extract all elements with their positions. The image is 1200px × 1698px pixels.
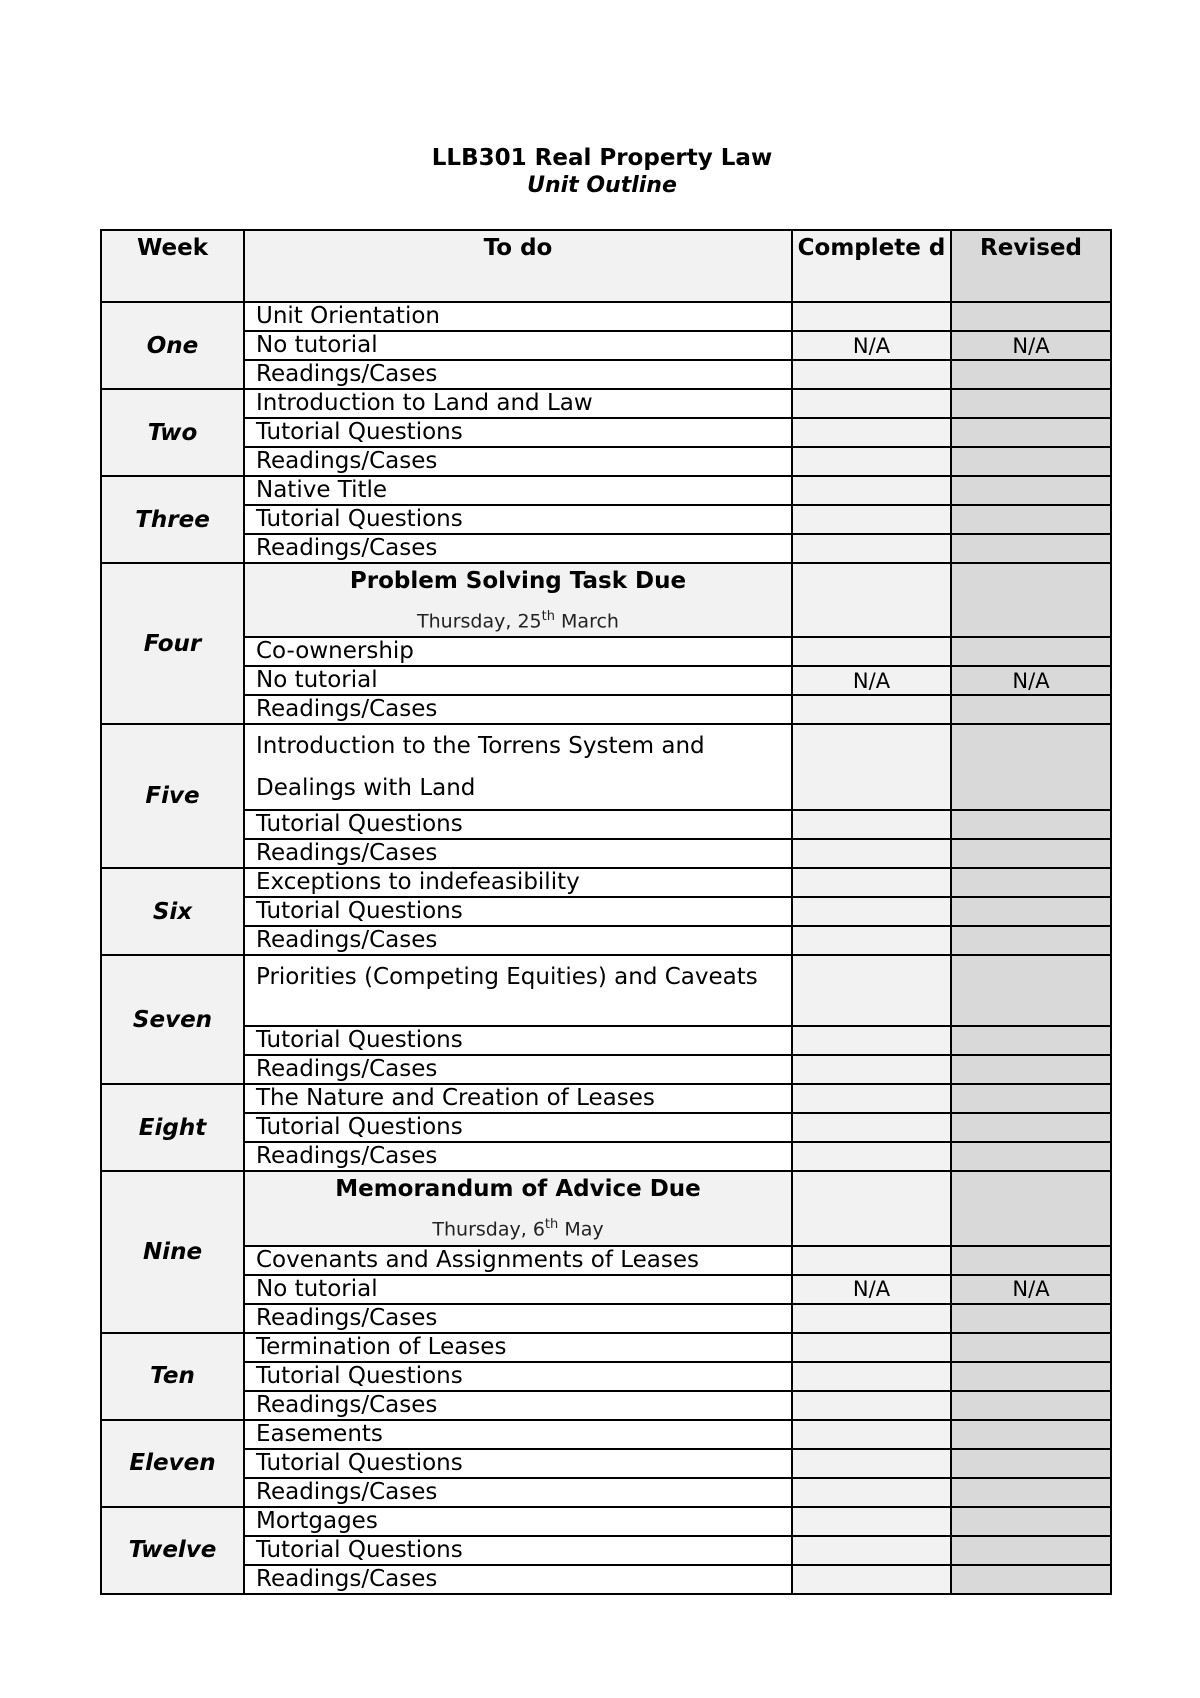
table-row [101, 926, 1111, 955]
task-cell: Tutorial Questions [244, 1449, 792, 1478]
revised-cell [951, 302, 1111, 331]
revised-column-header: Revised [951, 230, 1111, 302]
task-cell: Readings/Cases [244, 447, 792, 476]
revised-cell [951, 476, 1111, 505]
completed-cell [792, 1055, 951, 1084]
revised-cell [951, 1055, 1111, 1084]
due-date-month: March [561, 610, 619, 633]
table-row [101, 724, 1111, 810]
table-row [101, 1304, 1111, 1333]
task-cell: Readings/Cases [244, 695, 792, 724]
revised-cell [951, 1333, 1111, 1362]
revised-cell: N/A [951, 666, 1111, 695]
week-label: Four [101, 563, 244, 724]
revised-cell [951, 724, 1111, 810]
task-cell: Readings/Cases [244, 839, 792, 868]
revised-cell [951, 637, 1111, 666]
week-label: One [101, 302, 244, 389]
completed-cell [792, 1449, 951, 1478]
revised-cell [951, 447, 1111, 476]
table-row [101, 637, 1111, 666]
week-label: Three [101, 476, 244, 563]
week-label: Five [101, 724, 244, 868]
revised-cell [951, 926, 1111, 955]
revised-cell [951, 1084, 1111, 1113]
revised-cell [951, 1026, 1111, 1055]
revised-cell [951, 1420, 1111, 1449]
assessment-due-cell [244, 563, 792, 637]
completed-cell: N/A [792, 1275, 951, 1304]
table-row [101, 505, 1111, 534]
revised-cell [951, 389, 1111, 418]
table-row [101, 1026, 1111, 1055]
week-label: Ten [101, 1333, 244, 1420]
table-row [101, 360, 1111, 389]
week-label: Two [101, 389, 244, 476]
table-row [101, 1084, 1111, 1113]
task-cell: Priorities (Competing Equities) and Caveats [244, 955, 792, 1026]
revised-cell [951, 1171, 1111, 1245]
completed-cell [792, 1026, 951, 1055]
revised-cell [951, 868, 1111, 897]
table-row [101, 810, 1111, 839]
table-row [101, 563, 1111, 637]
task-cell: Tutorial Questions [244, 418, 792, 447]
completed-cell [792, 839, 951, 868]
revised-cell [951, 1362, 1111, 1391]
task-cell: Readings/Cases [244, 926, 792, 955]
completed-column-header: Complete d [792, 230, 951, 302]
table-row [101, 1507, 1111, 1536]
task-cell: Readings/Cases [244, 1478, 792, 1507]
revised-cell [951, 1142, 1111, 1171]
task-cell: Easements [244, 1420, 792, 1449]
document-title: LLB301 Real Property Law [431, 145, 773, 171]
revised-cell [951, 695, 1111, 724]
task-cell: No tutorial [244, 1275, 792, 1304]
task-cell: Tutorial Questions [244, 1362, 792, 1391]
revised-cell [951, 505, 1111, 534]
revised-cell [951, 1478, 1111, 1507]
completed-cell: N/A [792, 331, 951, 360]
week-label: Eight [101, 1084, 244, 1171]
week-label: Eleven [101, 1420, 244, 1507]
todo-column-header: To do [244, 230, 792, 302]
revised-cell [951, 839, 1111, 868]
due-date-day: Thursday, 25 [417, 610, 542, 633]
document-header [0, 144, 1200, 200]
completed-cell [792, 1142, 951, 1171]
task-cell: Tutorial Questions [244, 1113, 792, 1142]
revised-cell: N/A [951, 1275, 1111, 1304]
task-cell: Native Title [244, 476, 792, 505]
revised-cell: N/A [951, 331, 1111, 360]
completed-cell [792, 1246, 951, 1275]
task-cell: Tutorial Questions [244, 810, 792, 839]
task-cell: Readings/Cases [244, 1304, 792, 1333]
completed-cell [792, 447, 951, 476]
task-cell: Readings/Cases [244, 1565, 792, 1594]
revised-cell [951, 955, 1111, 1026]
revised-cell [951, 1113, 1111, 1142]
revised-cell [951, 1449, 1111, 1478]
assessment-due-date [245, 602, 791, 636]
table-row [101, 1246, 1111, 1275]
revised-cell [951, 360, 1111, 389]
revised-cell [951, 563, 1111, 637]
completed-cell [792, 360, 951, 389]
due-date-day: Thursday, 6 [432, 1218, 545, 1241]
revised-cell [951, 1246, 1111, 1275]
completed-cell [792, 1362, 951, 1391]
table-row [101, 1565, 1111, 1594]
table-row [101, 1055, 1111, 1084]
task-cell: Readings/Cases [244, 1391, 792, 1420]
task-cell: The Nature and Creation of Leases [244, 1084, 792, 1113]
week-label: Twelve [101, 1507, 244, 1594]
table-row [101, 1478, 1111, 1507]
document-subtitle: Unit Outline [527, 173, 677, 198]
completed-cell [792, 695, 951, 724]
task-cell: Tutorial Questions [244, 897, 792, 926]
due-date-ordinal: th [541, 609, 555, 624]
revised-cell [951, 810, 1111, 839]
table-row [101, 1113, 1111, 1142]
task-cell: Tutorial Questions [244, 1536, 792, 1565]
assessment-due-title: Memorandum of Advice Due [335, 1176, 701, 1203]
completed-cell [792, 302, 951, 331]
completed-cell [792, 724, 951, 810]
revised-cell [951, 1565, 1111, 1594]
revised-cell [951, 1536, 1111, 1565]
completed-cell [792, 1084, 951, 1113]
task-cell: Co-ownership [244, 637, 792, 666]
unit-outline-table [100, 229, 1112, 1595]
assessment-due-cell [244, 1171, 792, 1245]
revised-cell [951, 534, 1111, 563]
table-row [101, 897, 1111, 926]
due-date-month: May [564, 1218, 604, 1241]
task-cell: Introduction to the Torrens System and Dealings with Land [244, 724, 792, 810]
task-cell: Readings/Cases [244, 534, 792, 563]
completed-cell [792, 1478, 951, 1507]
task-cell: Readings/Cases [244, 360, 792, 389]
task-cell: Tutorial Questions [244, 505, 792, 534]
completed-cell [792, 534, 951, 563]
completed-cell [792, 389, 951, 418]
table-row [101, 955, 1111, 1026]
completed-cell [792, 1333, 951, 1362]
table-row [101, 389, 1111, 418]
revised-cell [951, 1391, 1111, 1420]
table-row [101, 302, 1111, 331]
completed-cell: N/A [792, 666, 951, 695]
completed-cell [792, 637, 951, 666]
table-body [101, 302, 1111, 1594]
table-row [101, 331, 1111, 360]
table-row [101, 666, 1111, 695]
table-row [101, 1142, 1111, 1171]
table-row [101, 1275, 1111, 1304]
table-row [101, 695, 1111, 724]
table-row [101, 1333, 1111, 1362]
task-cell: Tutorial Questions [244, 1026, 792, 1055]
completed-cell [792, 1113, 951, 1142]
table-row [101, 1420, 1111, 1449]
unit-outline-table-wrapper [100, 229, 1110, 1592]
completed-cell [792, 926, 951, 955]
completed-cell [792, 1171, 951, 1245]
table-row [101, 868, 1111, 897]
table-row [101, 1391, 1111, 1420]
completed-cell [792, 1391, 951, 1420]
completed-cell [792, 1507, 951, 1536]
completed-cell [792, 476, 951, 505]
assessment-due-title: Problem Solving Task Due [349, 568, 687, 594]
revised-cell [951, 418, 1111, 447]
completed-cell [792, 897, 951, 926]
completed-cell [792, 1304, 951, 1333]
table-header-row [101, 230, 1111, 302]
table-row [101, 534, 1111, 563]
completed-cell [792, 955, 951, 1026]
assessment-due-date [245, 1210, 791, 1244]
completed-cell [792, 505, 951, 534]
task-cell: Readings/Cases [244, 1142, 792, 1171]
table-row [101, 418, 1111, 447]
completed-cell [792, 563, 951, 637]
table-row [101, 476, 1111, 505]
completed-cell [792, 418, 951, 447]
table-row [101, 839, 1111, 868]
week-label: Nine [101, 1171, 244, 1332]
revised-cell [951, 1507, 1111, 1536]
task-cell: Covenants and Assignments of Leases [244, 1246, 792, 1275]
completed-cell [792, 1420, 951, 1449]
week-column-header: Week [101, 230, 244, 302]
revised-cell [951, 1304, 1111, 1333]
task-cell: Exceptions to indefeasibility [244, 868, 792, 897]
completed-cell [792, 868, 951, 897]
completed-cell [792, 810, 951, 839]
table-row [101, 1449, 1111, 1478]
table-row [101, 1362, 1111, 1391]
table-row [101, 1536, 1111, 1565]
task-cell: Introduction to Land and Law [244, 389, 792, 418]
task-cell: Readings/Cases [244, 1055, 792, 1084]
task-cell: Unit Orientation [244, 302, 792, 331]
revised-cell [951, 897, 1111, 926]
due-date-ordinal: th [544, 1217, 559, 1233]
table-row [101, 447, 1111, 476]
completed-cell [792, 1536, 951, 1565]
task-cell: No tutorial [244, 666, 792, 695]
task-cell: No tutorial [244, 331, 792, 360]
completed-cell [792, 1565, 951, 1594]
table-row [101, 1171, 1111, 1245]
task-cell: Mortgages [244, 1507, 792, 1536]
week-label: Six [101, 868, 244, 955]
week-label: Seven [101, 955, 244, 1084]
task-cell: Termination of Leases [244, 1333, 792, 1362]
